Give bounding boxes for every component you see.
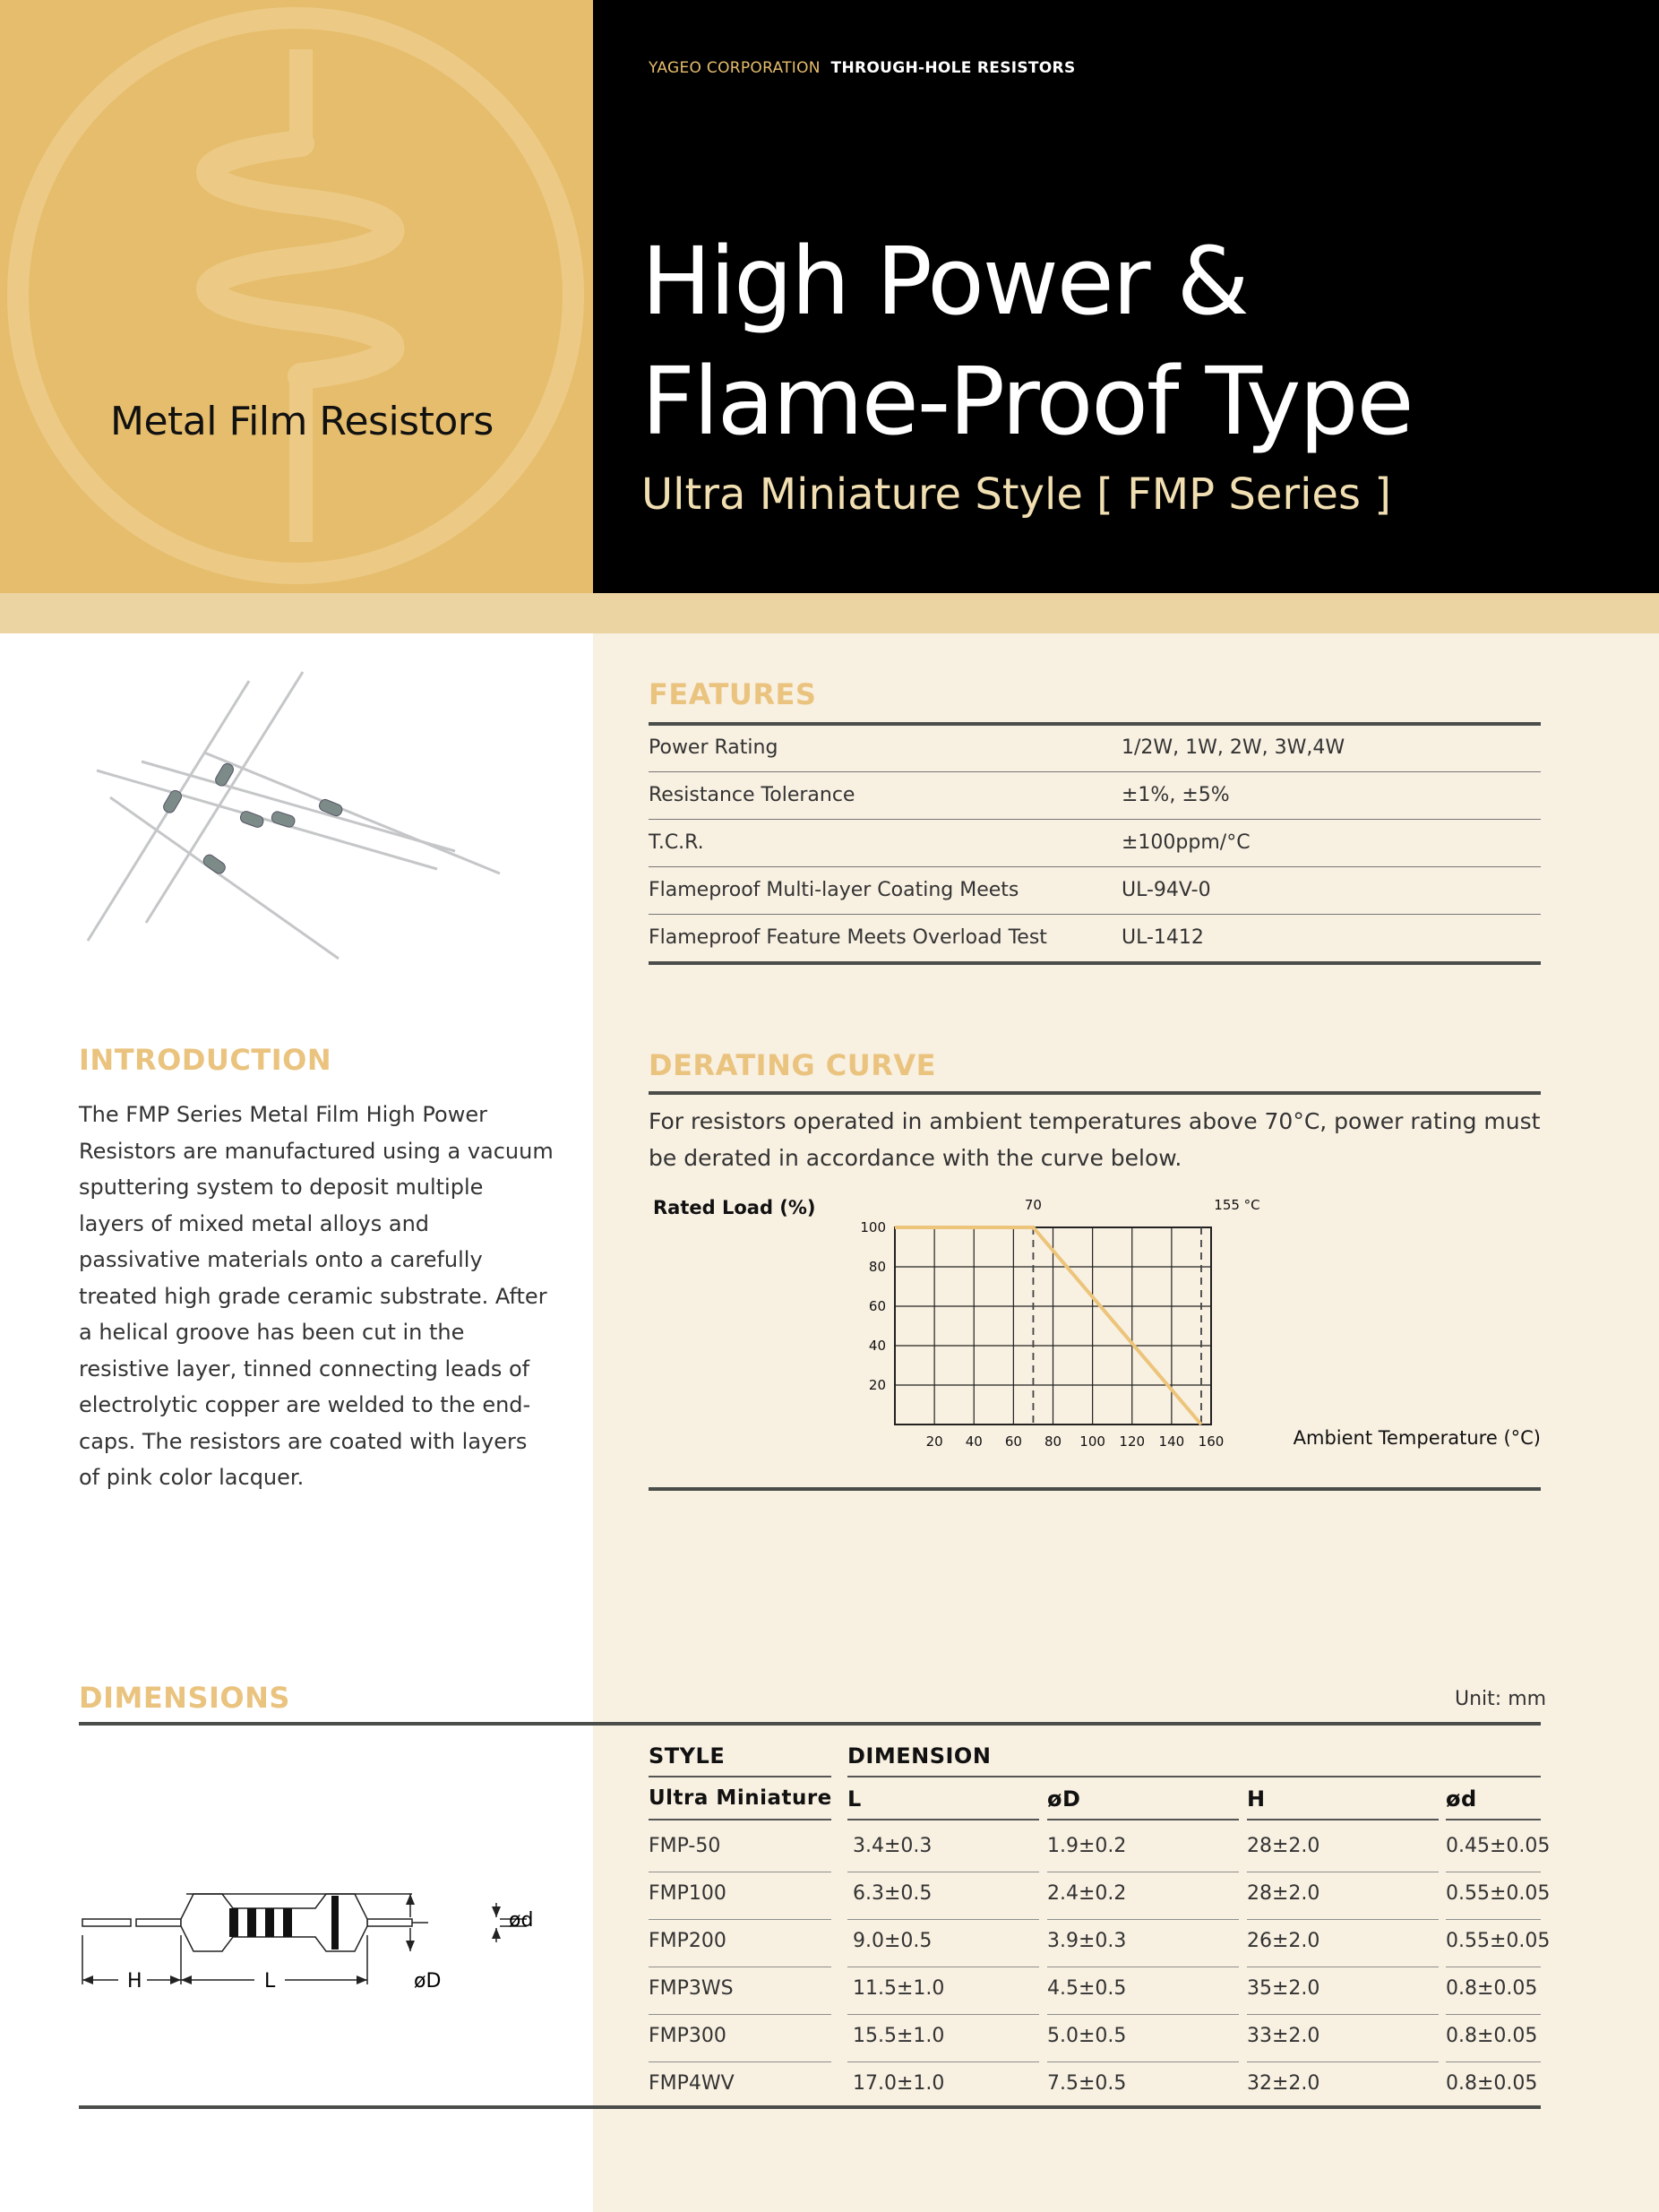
feature-row	[649, 773, 1541, 820]
feature-row	[649, 916, 1541, 962]
feature-label: Power Rating	[649, 736, 778, 759]
dimension-cell: 11.5±1.0	[853, 1977, 945, 2000]
x-tick-label: 120	[1119, 1433, 1146, 1450]
derating-series-line	[895, 1227, 1201, 1424]
col-L-header: L	[847, 1786, 862, 1812]
header-gold-panel	[0, 0, 593, 593]
sub-header-line	[649, 1819, 831, 1820]
product-family: Metal Film Resistors	[110, 399, 494, 444]
dimension-header-line	[847, 1776, 1541, 1777]
table-row-line	[1247, 1919, 1439, 1920]
feature-label: Resistance Tolerance	[649, 784, 855, 806]
sub-header-line	[1247, 1819, 1439, 1820]
sub-header-line	[1446, 1819, 1541, 1820]
table-row-line	[1446, 1919, 1541, 1920]
x-tick-label: 80	[1044, 1433, 1062, 1450]
style-cell: FMP100	[649, 1882, 726, 1905]
dimension-cell: 4.5±0.5	[1047, 1977, 1127, 2000]
dimension-cell: 0.8±0.05	[1446, 1977, 1538, 2000]
col-d-header: ød	[1446, 1786, 1477, 1812]
feature-row	[649, 821, 1541, 867]
top-breadcrumb	[649, 59, 1076, 77]
dimension-cell: 0.8±0.05	[1446, 2025, 1538, 2047]
feature-value: UL-1412	[1122, 926, 1204, 949]
y-tick-label: 80	[868, 1259, 886, 1275]
dimension-cell: 28±2.0	[1247, 1835, 1320, 1857]
col-H-header: H	[1247, 1786, 1266, 1812]
x-tick-label: 100	[1079, 1433, 1105, 1450]
x-tick-label: 60	[1004, 1433, 1022, 1450]
page-title-line1: High Power &	[641, 227, 1248, 336]
table-row-line	[847, 2061, 1039, 2062]
style-cell: FMP3WS	[649, 1977, 734, 2000]
feature-label: Flameproof Multi-layer Coating Meets	[649, 879, 1019, 901]
feature-value: UL-94V-0	[1122, 879, 1211, 901]
dimension-cell: 0.55±0.05	[1446, 1882, 1551, 1905]
derating-chart	[649, 1183, 1544, 1460]
dimension-cell: 26±2.0	[1247, 1930, 1320, 1952]
x-tick-label: 140	[1158, 1433, 1185, 1450]
dimension-cell: 1.9±0.2	[1047, 1835, 1127, 1857]
sub-header-line	[847, 1819, 1039, 1820]
style-cell: FMP-50	[649, 1835, 721, 1857]
y-tick-label: 60	[868, 1298, 886, 1314]
y-tick-label: 100	[860, 1219, 886, 1235]
dimension-cell: 32±2.0	[1247, 2072, 1320, 2095]
page-title-line2: Flame-Proof Type	[641, 347, 1413, 456]
table-row-line	[1047, 1919, 1239, 1920]
introduction-text: The FMP Series Metal Film High Power Resistors are manufactured using a vacuum sputtering system to deposit multiple layers of mixed metal alloys and passivative materials onto a carefully treated high grade ceramic substrate. After a helical groove has been cut in the resistive layer, tinned connecting leads of electrolytic copper are welded to the end-caps. The resistors are coated with layers of pink color lacquer.	[79, 1102, 554, 1490]
feature-row-line	[649, 771, 1541, 772]
resistor-dimension-diagram	[79, 1881, 563, 2007]
x-axis-label: Ambient Temperature (°C)	[1293, 1427, 1541, 1449]
dimensions-top-rule	[79, 1722, 1541, 1726]
feature-label: T.C.R.	[649, 831, 704, 854]
sub-header-line	[1047, 1819, 1239, 1820]
table-row-line	[1047, 2061, 1239, 2062]
introduction-heading: INTRODUCTION	[79, 1043, 332, 1077]
y-tick-label: 40	[868, 1338, 886, 1354]
dimensions-bottom-rule	[79, 2105, 1541, 2109]
derating-top-rule	[649, 1091, 1541, 1095]
company-name: YAGEO CORPORATION	[649, 59, 821, 77]
dimension-cell: 0.45±0.05	[1446, 1835, 1551, 1857]
style-cell: FMP200	[649, 1930, 726, 1952]
dimensions-heading: DIMENSIONS	[79, 1681, 290, 1715]
dimension-cell: 15.5±1.0	[853, 2025, 945, 2047]
table-row-line	[847, 1919, 1039, 1920]
feature-row-line	[649, 961, 1541, 965]
table-row-line	[1247, 2061, 1439, 2062]
table-row-line	[649, 1919, 831, 1920]
feature-row-line	[649, 819, 1541, 820]
x-tick-label: 40	[965, 1433, 983, 1450]
category-name: THROUGH-HOLE RESISTORS	[830, 59, 1076, 77]
table-row-line	[649, 2061, 831, 2062]
diagram-label-L: L	[264, 1970, 276, 1993]
dimension-header: DIMENSION	[847, 1743, 992, 1769]
dimension-cell: 17.0±1.0	[853, 2072, 945, 2095]
feature-value: ±1%, ±5%	[1122, 784, 1230, 806]
derating-text: For resistors operated in ambient temperatures above 70°C, power rating must be derated in accordance with the curve below.	[649, 1108, 1541, 1171]
style-cell: FMP300	[649, 2025, 726, 2047]
dimension-cell: 5.0±0.5	[1047, 2025, 1127, 2047]
y-tick-label: 20	[868, 1377, 886, 1393]
marker-label: 70	[1024, 1197, 1042, 1213]
feature-value: ±100ppm/°C	[1122, 831, 1251, 854]
dimension-cell: 28±2.0	[1247, 1882, 1320, 1905]
diagram-label-D: øD	[414, 1970, 442, 1993]
dimension-cell: 7.5±0.5	[1047, 2072, 1127, 2095]
table-row-line	[1446, 2061, 1541, 2062]
feature-row	[649, 726, 1541, 772]
table-row-line	[1247, 2014, 1439, 2015]
diagram-label-H: H	[127, 1970, 142, 1993]
feature-label: Flameproof Feature Meets Overload Test	[649, 926, 1047, 949]
marker-label: 155 °C	[1214, 1197, 1260, 1213]
x-tick-label: 20	[925, 1433, 943, 1450]
table-row-line	[847, 2014, 1039, 2015]
dimension-cell: 3.9±0.3	[1047, 1930, 1127, 1952]
table-row-line	[1047, 2014, 1239, 2015]
style-header: STYLE	[649, 1743, 726, 1769]
header-band	[0, 593, 1659, 633]
style-header-line	[649, 1776, 831, 1777]
feature-row	[649, 868, 1541, 915]
col-D-header: øD	[1047, 1786, 1081, 1812]
feature-row-line	[649, 914, 1541, 915]
table-row-line	[649, 2014, 831, 2015]
dimension-cell: 9.0±0.5	[853, 1930, 933, 1952]
diagram-label-d: ød	[509, 1909, 534, 1932]
page-subtitle: Ultra Miniature Style [ FMP Series ]	[641, 469, 1391, 520]
resistor-logo-watermark	[0, 0, 593, 593]
dimension-cell: 2.4±0.2	[1047, 1882, 1127, 1905]
dimension-cell: 0.55±0.05	[1446, 1930, 1551, 1952]
derating-bottom-rule	[649, 1487, 1541, 1491]
derating-heading: DERATING CURVE	[649, 1048, 936, 1082]
features-heading: FEATURES	[649, 677, 817, 711]
y-axis-label: Rated Load (%)	[653, 1197, 816, 1218]
dimension-cell: 0.8±0.05	[1446, 2072, 1538, 2095]
x-tick-label: 160	[1198, 1433, 1225, 1450]
style-name: Ultra Miniature	[649, 1786, 832, 1810]
dimension-cell: 35±2.0	[1247, 1977, 1320, 2000]
table-row-line	[1446, 2014, 1541, 2015]
resistor-product-photo	[79, 663, 527, 968]
feature-row-line	[649, 866, 1541, 867]
dimension-cell: 6.3±0.5	[853, 1882, 933, 1905]
dimension-cell: 3.4±0.3	[853, 1835, 933, 1857]
unit-label: Unit: mm	[1455, 1688, 1547, 1710]
feature-value: 1/2W, 1W, 2W, 3W,4W	[1122, 736, 1345, 759]
style-cell: FMP4WV	[649, 2072, 735, 2095]
dimension-cell: 33±2.0	[1247, 2025, 1320, 2047]
